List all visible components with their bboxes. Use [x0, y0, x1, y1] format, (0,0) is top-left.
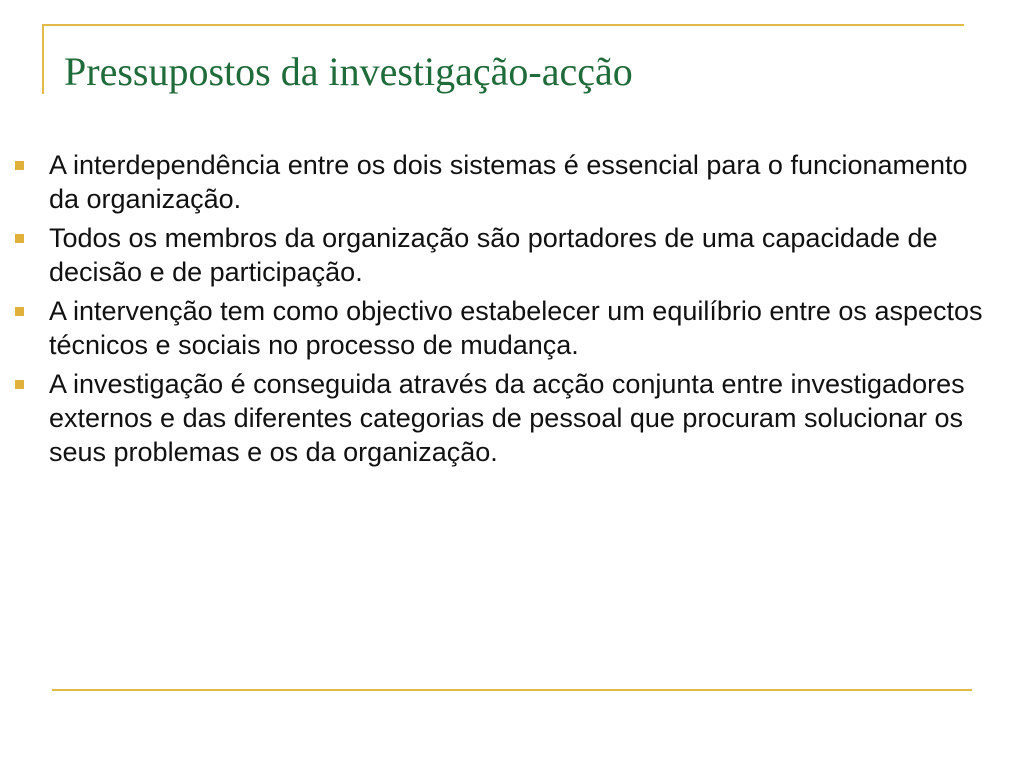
bottom-border-line: [52, 689, 972, 691]
bullet-text: A investigação é conseguida através da acção conjunta entre investigadores externos e das diferentes categorias de pessoal que procuram solucionar os seus problemas e os da organização.: [49, 369, 965, 467]
square-bullet-icon: [15, 234, 24, 243]
square-bullet-icon: [15, 380, 24, 389]
square-bullet-icon: [15, 161, 24, 170]
bullet-item: [14, 294, 1004, 362]
top-border-line: [42, 24, 964, 26]
square-bullet-icon: [15, 307, 24, 316]
left-border-line: [42, 24, 44, 94]
slide-title: Pressupostos da investigação-acção: [64, 49, 633, 94]
bullet-text: A intervenção tem como objectivo estabelecer um equilíbrio entre os aspectos técnicos e sociais no processo de mudança.: [49, 296, 983, 360]
bullet-item: [14, 221, 1004, 289]
bullet-item: [14, 367, 1004, 469]
bullet-item: [14, 148, 1004, 216]
bullet-text: Todos os membros da organização são portadores de uma capacidade de decisão e de participação.: [49, 223, 938, 287]
bullet-text: A interdependência entre os dois sistemas é essencial para o funcionamento da organização.: [49, 150, 968, 214]
bullet-list: [14, 148, 1004, 474]
